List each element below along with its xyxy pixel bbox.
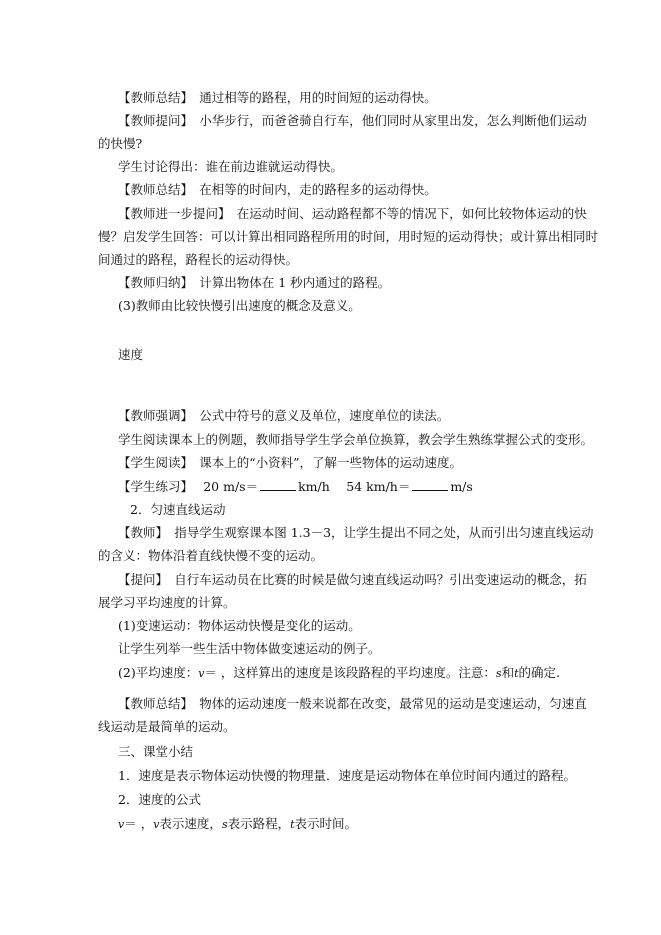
average-speed-end: 的确定. xyxy=(518,665,560,680)
paragraph-student-reading-example: 学生阅读课本上的例题，教师指导学生学会单位换算，教会学生熟练掌握公式的变形。 xyxy=(118,432,594,447)
paragraph-average-speed xyxy=(118,661,588,686)
formula-symbol-s: s xyxy=(221,818,228,831)
paragraph-teacher-further-question-cont-2: 间通过的路程，路程长的运动得快。 xyxy=(98,252,299,267)
paragraph-teacher-guide-cont: 的含义：物体沿着直线快慢不变的运动。 xyxy=(98,548,324,563)
paragraph-teacher-summary-3-cont: 线运动是最简单的运动。 xyxy=(98,719,236,734)
paragraph-question-cont: 展学习平均速度的计算。 xyxy=(98,595,236,610)
paragraph-student-reading: 【学生阅读】 课本上的“小资料”，了解一些物体的运动速度。 xyxy=(118,455,463,470)
formula-t-desc: 表示时间。 xyxy=(294,816,358,831)
heading-class-summary: 三、课堂小结 xyxy=(118,744,194,759)
paragraph-teacher-further-question: 【教师进一步提问】 在运动时间、运动路程都不等的情况下，如何比较物体运动的快 xyxy=(118,206,587,221)
paragraph-teacher-summary-3: 【教师总结】 物体的运动速度一般来说都在改变，最常见的运动是变速运动，匀速直 xyxy=(118,696,587,711)
average-speed-label: (2)平均速度： xyxy=(118,665,199,680)
heading-uniform-motion: 2．匀速直线运动 xyxy=(130,502,226,517)
paragraph-teacher-summary-2: 【教师总结】 在相等的时间内，走的路程多的运动得快。 xyxy=(118,182,437,197)
paragraph-question: 【提问】 自行车运动员在比赛的时候是做匀速直线运动吗？引出变速运动的概念，拓 xyxy=(118,572,587,587)
paragraph-teacher-question: 【教师提问】 小华步行，而爸爸骑自行车，他们同时从家里出发，怎么判断他们运动 xyxy=(118,113,587,128)
paragraph-teacher-guide: 【教师】 指导学生观察课本图 1.3－3，让学生提出不同之处，从而引出匀速直线运动 xyxy=(118,525,594,540)
average-speed-text: ＝ ，这样算出的速度是该段路程的平均速度。注意： xyxy=(204,665,496,680)
paragraph-student-exercise xyxy=(118,475,588,499)
paragraph-teacher-question-cont: 的快慢? xyxy=(98,136,143,151)
formula-v-desc: 表示速度， xyxy=(159,816,222,831)
formula-symbol-v-2: v xyxy=(153,818,160,831)
average-speed-and: 和 xyxy=(501,665,515,680)
paragraph-student-discussion: 学生讨论得出：谁在前边谁就运动得快。 xyxy=(118,159,344,174)
symbol-t: t xyxy=(514,667,519,680)
formula-equals: ＝ ， xyxy=(124,816,154,831)
paragraph-teacher-further-question-cont-1: 慢？启发学生回答：可以计算出相同路程所用的时间，用时短的运动得快；或计算出相同时 xyxy=(98,229,599,244)
summary-item-1: 1．速度是表示物体运动快慢的物理量．速度是运动物体在单位时间内通过的路程。 xyxy=(118,768,576,783)
exercise-text-3: m/s xyxy=(450,479,473,494)
formula-s-desc: 表示路程， xyxy=(227,816,291,831)
formula-symbol-v: v xyxy=(118,818,125,831)
paragraph-variable-motion: (1)变速运动：物体运动快慢是变化的运动。 xyxy=(118,618,361,633)
paragraph-teacher-induction: 【教师归纳】 计算出物体在 1 秒内通过的路程。 xyxy=(118,275,391,290)
paragraph-teacher-emphasis: 【教师强调】 公式中符号的意义及单位，速度单位的读法。 xyxy=(118,408,450,423)
exercise-text-2: km/h 54 km/h＝ xyxy=(298,479,411,494)
summary-item-2: 2．速度的公式 xyxy=(118,792,201,807)
exercise-text-1: 【学生练习】 20 m/s＝ xyxy=(118,479,259,494)
summary-formula xyxy=(118,812,588,837)
paragraph-examples: 让学生列举一些生活中物体做变速运动的例子。 xyxy=(118,641,381,656)
exercise-blank-2 xyxy=(412,478,448,491)
paragraph-speed-concept: (3)教师由比较快慢引出速度的概念及意义。 xyxy=(118,298,361,313)
formula-symbol-t: t xyxy=(290,818,295,831)
paragraph-teacher-summary-1: 【教师总结】 通过相等的路程，用的时间短的运动得快。 xyxy=(118,90,437,105)
heading-speed: 速度 xyxy=(118,347,144,362)
symbol-s: s xyxy=(495,667,502,680)
exercise-blank-1 xyxy=(260,478,296,491)
symbol-v: v xyxy=(198,667,205,680)
